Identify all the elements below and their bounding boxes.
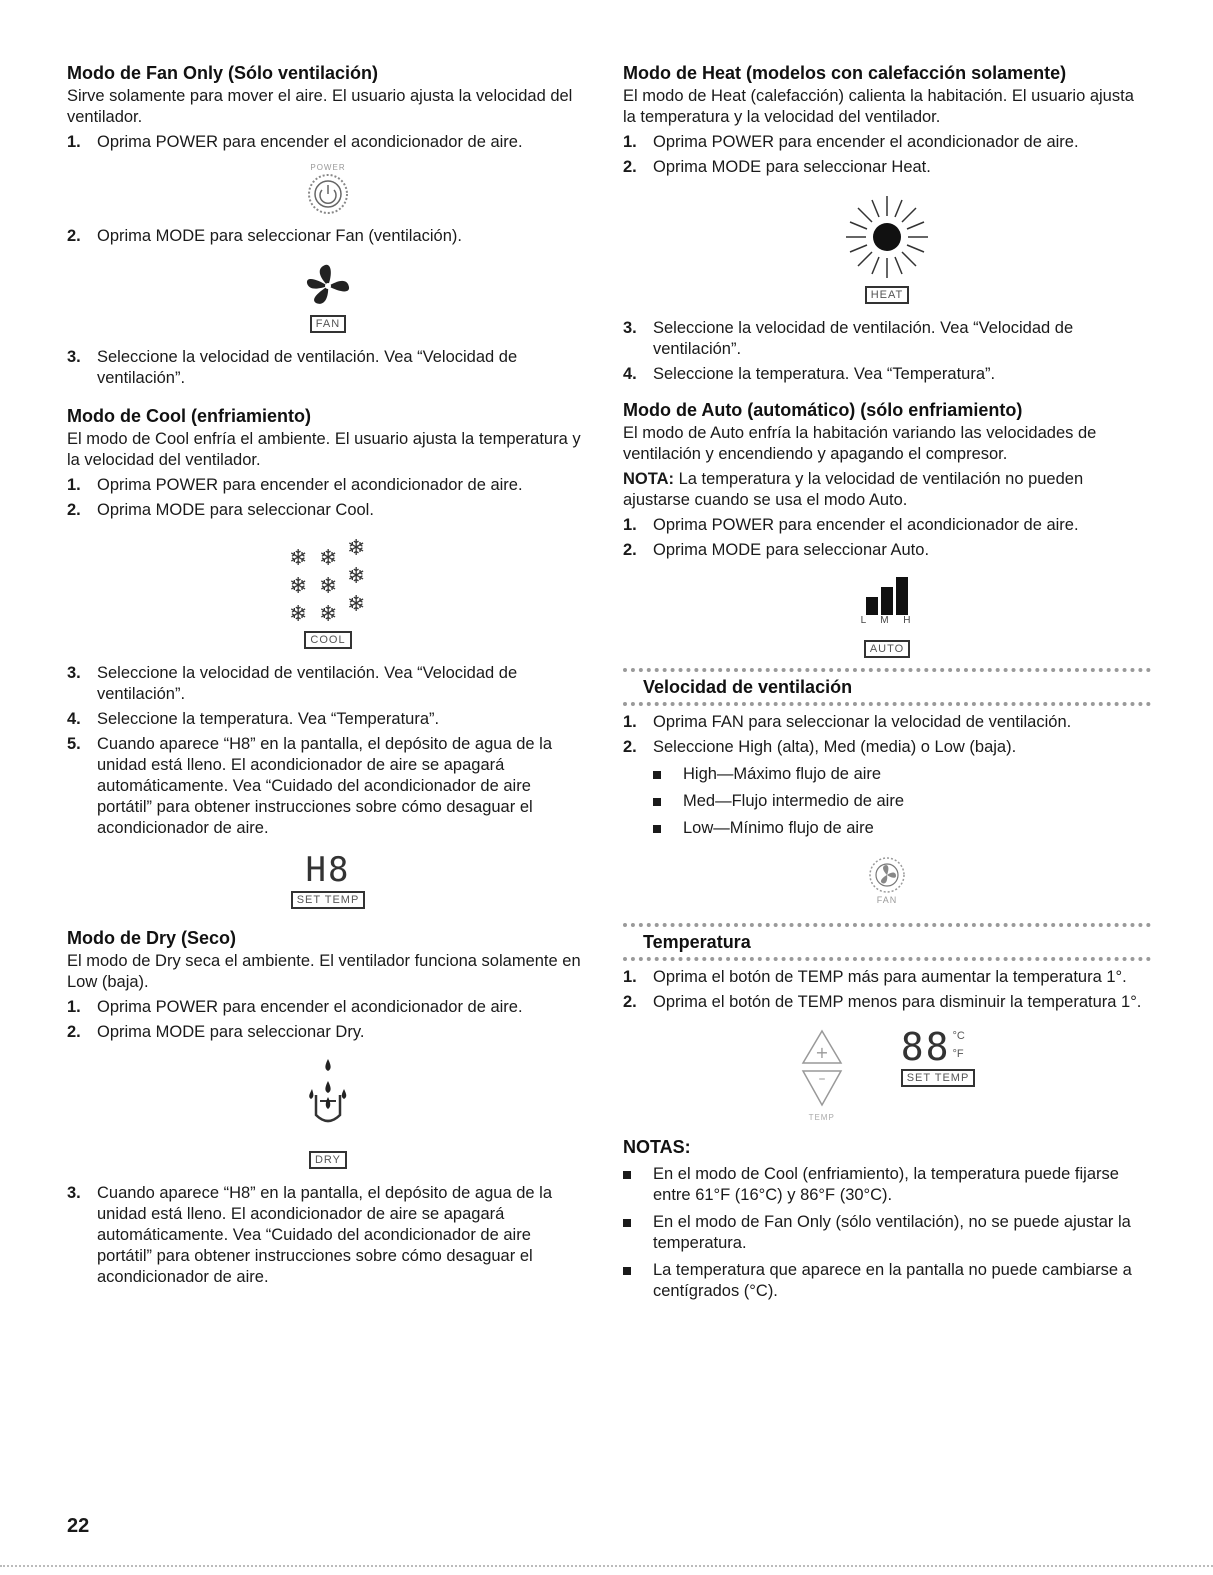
fan-speed-heading: Velocidad de ventilación	[643, 677, 853, 697]
step-number: 2.	[67, 227, 81, 245]
power-label: POWER	[310, 163, 346, 172]
temp-display	[901, 1027, 976, 1087]
svg-text:❄: ❄	[289, 574, 308, 599]
step-text: Oprima MODE para seleccionar Heat.	[653, 158, 931, 176]
step-text: Oprima POWER para encender el acondicionador de aire.	[97, 476, 523, 494]
heat-intro: El modo de Heat (calefacción) calienta la habitación. El usuario ajusta la temperatura y la velocidad del ventilador.	[623, 87, 1134, 126]
svg-text:+: +	[814, 1043, 829, 1062]
bullet-text: Low—Mínimo flujo de aire	[683, 819, 874, 837]
heat-step-3	[623, 318, 1151, 360]
step-number: 1.	[623, 133, 637, 151]
heat-mode-illustration	[623, 192, 1151, 304]
cool-heading: Modo de Cool (enfriamiento)	[67, 406, 311, 426]
fan-speed-section-header	[623, 668, 1151, 706]
step-text: Oprima el botón de TEMP más para aumentar la temperatura 1°.	[653, 968, 1127, 986]
dry-step-3	[67, 1183, 589, 1288]
nota-text: La temperatura y la velocidad de ventilación no pueden ajustarse cuando se usa el modo Auto.	[623, 470, 1084, 509]
fan-only-intro: Sirve solamente para mover el aire. El usuario ajusta la velocidad del ventilador.	[67, 87, 573, 126]
fan-button-icon	[867, 855, 907, 895]
unit-fahrenheit: °F	[952, 1048, 964, 1060]
step-number: 2.	[67, 1023, 81, 1041]
step-number: 2.	[67, 501, 81, 519]
auto-mode-illustration	[623, 575, 1151, 658]
unit-celsius: °C	[952, 1030, 965, 1042]
note-bullet	[623, 1260, 1151, 1302]
step-text: Seleccione la velocidad de ventilación. Vea “Velocidad de ventilación”.	[653, 319, 1074, 358]
speed-letters: L M H	[860, 615, 914, 626]
step-number: 1.	[623, 713, 637, 731]
temp-units	[952, 1027, 964, 1063]
fan-only-step-2	[67, 226, 589, 247]
dry-mode-illustration	[67, 1057, 589, 1169]
auto-step-1	[623, 515, 1151, 536]
fan-speed-bullet	[653, 791, 1151, 812]
step-text: Oprima MODE para seleccionar Fan (ventilación).	[97, 227, 462, 245]
settemp-label: SET TEMP	[901, 1069, 976, 1087]
auto-step-2	[623, 540, 1151, 561]
svg-text:❄: ❄	[319, 574, 338, 599]
cool-step-5	[67, 734, 589, 839]
power-button-illustration	[67, 163, 589, 216]
step-text: Seleccione High (alta), Med (media) o Low (baja).	[653, 738, 1017, 756]
fan-speed-step-1	[623, 712, 1151, 733]
h8-display-illustration	[67, 850, 589, 909]
page-number: 22	[67, 1515, 90, 1537]
svg-text:❄: ❄	[347, 592, 366, 617]
step-number: 3.	[623, 319, 637, 337]
fan-label: FAN	[310, 315, 346, 333]
fan-mode-illustration	[67, 261, 589, 333]
right-column	[623, 62, 1151, 1308]
heat-step-2	[623, 157, 1151, 178]
svg-text:❄: ❄	[347, 537, 366, 561]
fan-button-illustration	[623, 855, 1151, 905]
temp-digits: 88	[900, 1025, 951, 1069]
cool-step-2	[67, 500, 589, 521]
step-number: 1.	[67, 476, 81, 494]
temperature-illustration	[623, 1027, 1151, 1122]
temp-label: TEMP	[808, 1113, 835, 1122]
note-bullet	[623, 1164, 1151, 1206]
left-column	[67, 62, 589, 1292]
step-text: Oprima POWER para encender el acondicionador de aire.	[653, 133, 1079, 151]
step-number: 4.	[67, 710, 81, 728]
step-number: 5.	[67, 735, 81, 753]
step-number: 1.	[623, 968, 637, 986]
bullet-square	[653, 818, 683, 839]
temperature-heading: Temperatura	[643, 932, 751, 952]
temperature-section-header	[623, 923, 1151, 961]
bullet-square	[623, 1212, 653, 1254]
snowflake-icon	[283, 537, 373, 627]
temperature-step-2	[623, 992, 1151, 1013]
step-number: 2.	[623, 993, 637, 1011]
step-number: 3.	[67, 1184, 81, 1202]
heat-heading: Modo de Heat (modelos con calefacción solamente)	[623, 63, 1067, 83]
auto-note	[623, 469, 1151, 511]
power-icon	[306, 172, 350, 216]
step-text: Seleccione la temperatura. Vea “Temperatura”.	[653, 365, 996, 383]
cool-intro: El modo de Cool enfría el ambiente. El usuario ajusta la temperatura y la velocidad del ventilador.	[67, 430, 581, 469]
bullet-square	[623, 1260, 653, 1302]
heat-label: HEAT	[865, 286, 910, 304]
auto-intro: El modo de Auto enfría la habitación variando las velocidades de ventilación y encendiendo y apagando el compresor.	[623, 424, 1097, 463]
dry-intro: El modo de Dry seca el ambiente. El ventilador funciona solamente en Low (baja).	[67, 952, 581, 991]
bullet-square	[653, 791, 683, 812]
step-number: 1.	[67, 133, 81, 151]
temp-buttons	[799, 1027, 845, 1122]
step-text: Oprima MODE para seleccionar Dry.	[97, 1023, 365, 1041]
step-text: Seleccione la velocidad de ventilación. Vea “Velocidad de ventilación”.	[97, 664, 518, 703]
dry-label: DRY	[309, 1151, 347, 1169]
fan-speed-bullet	[653, 764, 1151, 785]
note-bullet	[623, 1212, 1151, 1254]
step-text: Oprima POWER para encender el acondicionador de aire.	[653, 516, 1079, 534]
svg-text:❄: ❄	[289, 602, 308, 627]
fan-button-label: FAN	[876, 895, 898, 905]
step-number: 2.	[623, 738, 637, 756]
temperature-step-1	[623, 967, 1151, 988]
fan-only-heading: Modo de Fan Only (Sólo ventilación)	[67, 63, 379, 83]
step-text: Seleccione la velocidad de ventilación. Vea “Velocidad de ventilación”.	[97, 348, 518, 387]
bullet-text: Med—Flujo intermedio de aire	[683, 792, 905, 810]
dry-heading: Modo de Dry (Seco)	[67, 928, 237, 948]
svg-text:–: –	[818, 1071, 826, 1087]
step-text: Oprima POWER para encender el acondicionador de aire.	[97, 133, 523, 151]
dry-step-1	[67, 997, 589, 1018]
step-text: Oprima FAN para seleccionar la velocidad de ventilación.	[653, 713, 1072, 731]
sun-icon	[842, 192, 932, 282]
step-number: 4.	[623, 365, 637, 383]
speed-bars-icon	[862, 575, 912, 615]
step-text: Seleccione la temperatura. Vea “Temperatura”.	[97, 710, 440, 728]
step-number: 2.	[623, 541, 637, 559]
bullet-square	[623, 1164, 653, 1206]
fan-only-step-1	[67, 132, 589, 153]
step-text: Oprima POWER para encender el acondicionador de aire.	[97, 998, 523, 1016]
svg-text:❄: ❄	[289, 546, 308, 571]
bullet-text: En el modo de Cool (enfriamiento), la temperatura puede fijarse entre 61°F (16°C) y 86°F (30°C).	[653, 1165, 1119, 1204]
bullet-text: En el modo de Fan Only (sólo ventilación), no se puede ajustar la temperatura.	[653, 1213, 1131, 1252]
bullet-text: High—Máximo flujo de aire	[683, 765, 882, 783]
temp-up-down-icon	[799, 1027, 845, 1113]
step-number: 3.	[67, 664, 81, 682]
step-text: Oprima el botón de TEMP menos para disminuir la temperatura 1°.	[653, 993, 1142, 1011]
bottom-rule	[0, 1565, 1213, 1567]
dry-step-2	[67, 1022, 589, 1043]
step-number: 1.	[67, 998, 81, 1016]
step-text: Oprima MODE para seleccionar Auto.	[653, 541, 930, 559]
heat-step-1	[623, 132, 1151, 153]
step-text: Oprima MODE para seleccionar Cool.	[97, 501, 374, 519]
cool-step-4	[67, 709, 589, 730]
step-number: 1.	[623, 516, 637, 534]
cool-step-1	[67, 475, 589, 496]
water-drop-icon	[298, 1057, 358, 1147]
fan-only-step-3	[67, 347, 589, 389]
bullet-square	[653, 764, 683, 785]
fan-speed-bullet	[653, 818, 1151, 839]
svg-text:❄: ❄	[319, 602, 338, 627]
svg-text:❄: ❄	[319, 546, 338, 571]
heat-step-4	[623, 364, 1151, 385]
bullet-text: La temperatura que aparece en la pantalla no puede cambiarse a centígrados (°C).	[653, 1261, 1132, 1300]
cool-label: COOL	[304, 631, 351, 649]
cool-step-3	[67, 663, 589, 705]
step-text: Cuando aparece “H8” en la pantalla, el depósito de agua de la unidad está lleno. El acondicionador de aire se apagará automáticamente. Vea “Cuidado del acondicionador de aire portátil” para obtener instrucciones sobre cómo desaguar el acondicionador de aire.	[97, 735, 552, 837]
svg-text:❄: ❄	[347, 564, 366, 589]
auto-label: AUTO	[864, 640, 910, 658]
step-text: Cuando aparece “H8” en la pantalla, el depósito de agua de la unidad está lleno. El acondicionador de aire se apagará automáticamente. Vea “Cuidado del acondicionador de aire portátil” para obtener instrucciones sobre cómo desaguar el acondicionador de aire.	[97, 1184, 552, 1286]
step-number: 2.	[623, 158, 637, 176]
fan-speed-step-2	[623, 737, 1151, 758]
cool-mode-illustration	[67, 537, 589, 649]
step-number: 3.	[67, 348, 81, 366]
h8-display: H8	[305, 850, 351, 890]
notes-heading: NOTAS:	[623, 1137, 691, 1157]
auto-heading: Modo de Auto (automático) (sólo enfriamiento)	[623, 400, 1023, 420]
fan-icon	[301, 261, 355, 311]
settemp-label: SET TEMP	[291, 891, 366, 909]
nota-label: NOTA:	[623, 470, 675, 488]
